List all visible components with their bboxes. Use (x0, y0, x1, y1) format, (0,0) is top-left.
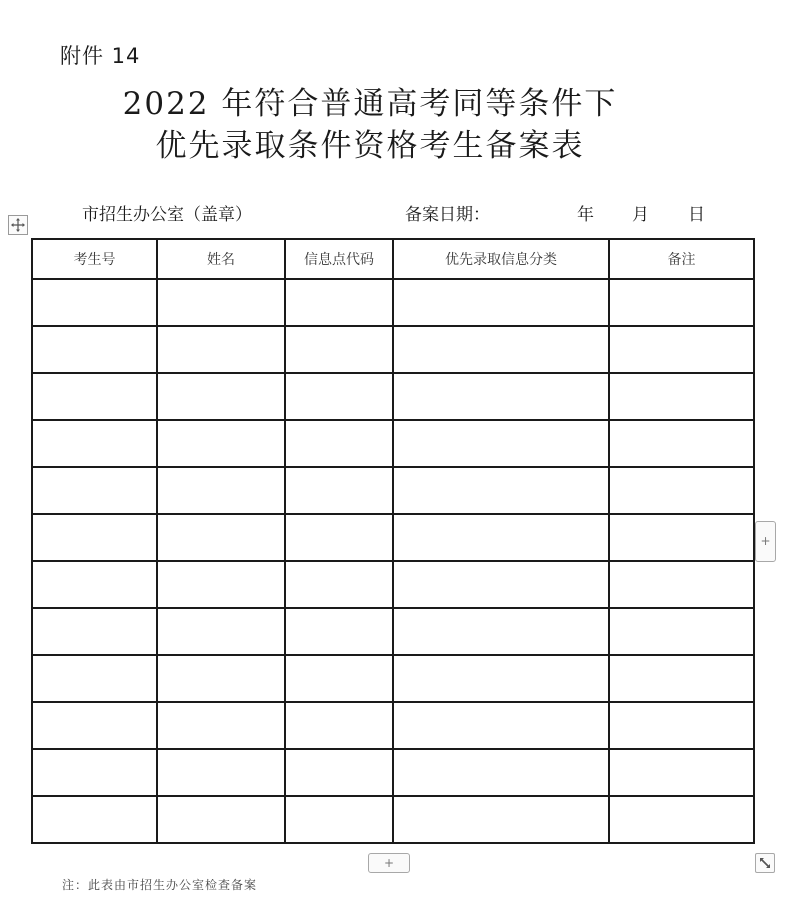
table-cell[interactable] (157, 608, 285, 655)
table-cell[interactable] (609, 796, 754, 843)
table-cell[interactable] (157, 467, 285, 514)
table-header-row (32, 239, 754, 279)
date-day-label: 日 (688, 205, 705, 225)
table-cell[interactable] (157, 655, 285, 702)
table-cell[interactable] (393, 749, 609, 796)
table-cell[interactable] (157, 514, 285, 561)
table-cell[interactable] (32, 420, 157, 467)
table-cell[interactable] (393, 279, 609, 326)
table-row (32, 561, 754, 608)
table-cell[interactable] (157, 702, 285, 749)
table-cell[interactable] (157, 561, 285, 608)
table-resize-icon[interactable] (755, 853, 775, 873)
filing-date-label: 备案日期： (405, 205, 490, 225)
table-move-icon[interactable] (8, 215, 28, 235)
four-arrow-move-icon (10, 217, 26, 233)
table-row (32, 796, 754, 843)
page-title-line2: 优先录取条件资格考生备案表 (155, 128, 585, 164)
table-cell[interactable] (32, 561, 157, 608)
table-cell[interactable] (32, 655, 157, 702)
table-cell[interactable] (32, 514, 157, 561)
table-row (32, 373, 754, 420)
table-cell[interactable] (32, 749, 157, 796)
table-cell[interactable] (609, 373, 754, 420)
page-title-line1: 2022 年符合普通高考同等条件下 (122, 86, 618, 122)
table-cell[interactable] (32, 326, 157, 373)
table-cell[interactable] (609, 702, 754, 749)
table-cell[interactable] (609, 279, 754, 326)
table-cell[interactable] (285, 279, 393, 326)
col-header-priority-category[interactable]: 优先录取信息分类 (393, 239, 609, 279)
table-cell[interactable] (157, 420, 285, 467)
table-cell[interactable] (393, 702, 609, 749)
table-row (32, 467, 754, 514)
table-cell[interactable] (609, 608, 754, 655)
table-cell[interactable] (393, 373, 609, 420)
table-cell[interactable] (609, 326, 754, 373)
table-cell[interactable] (285, 420, 393, 467)
table-cell[interactable] (285, 326, 393, 373)
table-cell[interactable] (609, 561, 754, 608)
table-cell[interactable] (609, 514, 754, 561)
diagonal-resize-icon (758, 856, 772, 870)
add-row-button[interactable]: + (368, 853, 410, 873)
table-cell[interactable] (393, 514, 609, 561)
col-header-exam-number[interactable]: 考生号 (32, 239, 157, 279)
table-cell[interactable] (285, 561, 393, 608)
table-cell[interactable] (285, 796, 393, 843)
table-cell[interactable] (32, 279, 157, 326)
table-cell[interactable] (32, 467, 157, 514)
table-cell[interactable] (609, 467, 754, 514)
date-month-label: 月 (632, 205, 649, 225)
table-cell[interactable] (285, 514, 393, 561)
filing-table (31, 238, 755, 844)
table-cell[interactable] (157, 279, 285, 326)
table-cell[interactable] (393, 561, 609, 608)
table-row (32, 514, 754, 561)
footnote: 注：此表由市招生办公室检查备案 (62, 878, 258, 892)
date-year-label: 年 (577, 205, 594, 225)
table-cell[interactable] (393, 420, 609, 467)
table-cell[interactable] (285, 702, 393, 749)
table-cell[interactable] (32, 608, 157, 655)
attachment-label: 附件 14 (60, 44, 141, 68)
table-cell[interactable] (393, 655, 609, 702)
table-cell[interactable] (285, 749, 393, 796)
table-cell[interactable] (157, 373, 285, 420)
add-column-button[interactable]: + (755, 521, 776, 562)
table-cell[interactable] (285, 608, 393, 655)
col-header-name[interactable]: 姓名 (157, 239, 285, 279)
table-cell[interactable] (609, 420, 754, 467)
table-cell[interactable] (609, 749, 754, 796)
table-cell[interactable] (32, 796, 157, 843)
table-cell[interactable] (393, 326, 609, 373)
table-cell[interactable] (157, 326, 285, 373)
table-row (32, 749, 754, 796)
table-cell[interactable] (285, 373, 393, 420)
table-cell[interactable] (393, 467, 609, 514)
col-header-info-code[interactable]: 信息点代码 (285, 239, 393, 279)
table-row (32, 655, 754, 702)
table-cell[interactable] (393, 796, 609, 843)
table-cell[interactable] (285, 655, 393, 702)
table-cell[interactable] (393, 608, 609, 655)
table-row (32, 608, 754, 655)
table-cell[interactable] (157, 749, 285, 796)
table-cell[interactable] (32, 702, 157, 749)
table-row (32, 326, 754, 373)
table-cell[interactable] (157, 796, 285, 843)
table-cell[interactable] (609, 655, 754, 702)
office-stamp-label: 市招生办公室（盖章） (82, 205, 252, 225)
table-row (32, 420, 754, 467)
table-cell[interactable] (285, 467, 393, 514)
table-row (32, 279, 754, 326)
table-cell[interactable] (32, 373, 157, 420)
table-row (32, 702, 754, 749)
col-header-remarks[interactable]: 备注 (609, 239, 754, 279)
